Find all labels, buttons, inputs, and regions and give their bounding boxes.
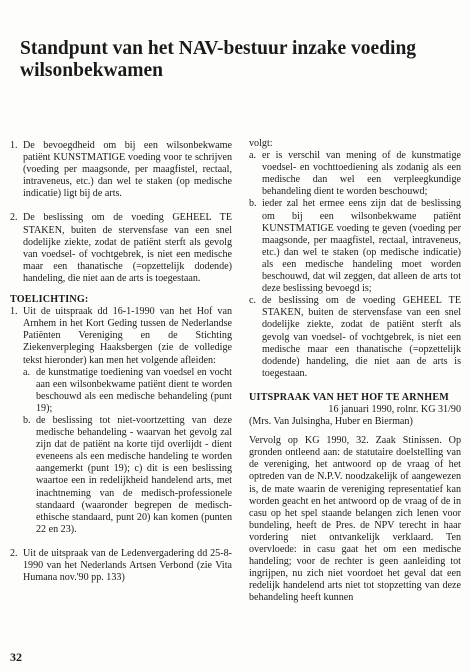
item-number: 1.: [10, 306, 18, 318]
item-text: Uit de uitspraak van de Ledenvergadering dd 25-8-1990 van het Nederlands Artsen Verbond (zie Vita Humana nov.'90 pp. 133): [23, 547, 232, 584]
sub-text: de kunstmatige toediening van voedsel en vocht aan een wilsonbekwame patiënt dient te worden beschouwd als een medische behandeling (punt 19);: [36, 366, 232, 414]
sub-letter: a.: [249, 150, 257, 162]
item-text: De bevoegdheid om bij een wilsonbekwame patiënt KUNSTMATIGE voeding voor te schrijven (voeding per maagsonde, per maagfistel, rectaal, intraveneus, etc.) dan wel te staken (op medische indicatie) ligt bij de arts.: [23, 140, 232, 200]
sub-text: er is verschil van mening of de kunstmatige voedsel- en vochttoediening als zodanig als een medische dan wel een verpleegkundige behandeling dient te worden beschouwd;: [262, 150, 461, 198]
section-heading: TOELICHTING:: [10, 294, 89, 306]
item-text: De beslissing om de voeding GEHEEL TE STAKEN, buiten de stervensfase van een snel dodelijke ziekte, zodat de patiënt sterft als gevolg van voedsel- of vochtgebrek, is niet een medische maar een thanatische (=opzettelijk dodende) handeling, die niet aan de arts is toegestaan.: [23, 212, 232, 284]
ruling-date: 16 januari 1990, rolnr. KG 31/90: [328, 403, 461, 415]
sub-text: ieder zal het ermee eens zijn dat de beslissing om bij een wilsonbekwame patiënt KUNSTMATIGE voeding te geven (voeding per maagsonde, per maagfistel, rectaal, intraveneus, etc.) dan wel te staken (op medische indicatie) als een medische handeling moet worden beschouwd, dat wil zeggen, dat alleen de arts tot deze beslissing bevoegd is;: [262, 198, 461, 295]
position-item-2: [10, 212, 232, 285]
item-number: 2.: [10, 212, 18, 224]
ruling-body: Vervolg op KG 1990, 32. Zaak Stinissen. Op gronden ontleend aan: de statutaire doelstelling van de vereniging, het antwoord op de vraag of het optreden van de N.P.V. noodzakelijk of aangewezen is, de mate waarin de vereniging representatief kan worden geacht en het antwoord op de vraag of de in casu op het spel staande belangen zich lenen voor bundeling, heeft de Pres. de NPV terecht in haar vordering niet ontvankelijk verklaard. Ten overvloede: in casu gaat het om een medische handeling; voor de rechter is geen aanleiding tot ingrijpen, nu zich niet voordoet het geval dat een redelijk handelend arts niet tot stopzetting van deze behandeling heeft kunnen: [249, 435, 461, 604]
right-column: [249, 138, 461, 604]
sub-item-a: [23, 367, 232, 415]
note-item-1: [10, 306, 232, 536]
sub-item-a: [249, 150, 461, 198]
continuation-intro: volgt:: [249, 138, 273, 149]
article-title: Standpunt van het NAV-bestuur inzake voeding wilsonbekwamen: [20, 38, 417, 81]
item-number: 2.: [10, 547, 18, 559]
sub-item-c: [249, 295, 461, 380]
item-text: Uit de uitspraak dd 16-1-1990 van het Hof van Arnhem in het Kort Geding tussen de Nederlandse Patiënten Vereniging en de Stichting Ziekenverpleging Haaksbergen (zie de volledige tekst hieronder) kan men het volgende afleiden:: [23, 306, 232, 366]
sub-text: de beslissing om de voeding GEHEEL TE STAKEN, buiten de stervensfase van een snel dodelijke ziekte, zodat de patiënt sterft als gevolg van voedsel- of vochtgebrek, is niet een medische maar een thanatische (=opzettelijk dodende) handeling, die niet aan de arts is toegestaan.: [262, 295, 461, 379]
left-column: [10, 140, 232, 584]
ruling-judges: (Mrs. Van Julsingha, Huber en Bierman): [249, 416, 413, 428]
sub-letter: b.: [249, 198, 257, 210]
position-item-1: [10, 140, 232, 200]
sub-letter: c.: [249, 295, 257, 307]
item-number: 1.: [10, 140, 18, 151]
note-item-2: [10, 548, 232, 584]
sub-letter: a.: [23, 366, 31, 378]
ruling-heading: UITSPRAAK VAN HET HOF TE ARNHEM: [249, 391, 449, 403]
sub-text: de beslissing tot niet-voortzetting van deze medische behandeling - waarvan het gevolg zal zijn dat de patiënt na korte tijd overlijdt - dient eveneens als een medische handeling te worden aangemerkt (punt 19); c) dit is een beslissing waartoe een in redelijkheid handelend arts, met inachtneming van de medisch-professionele standaard (waaronder begrepen de medisch-ethische standaard, punt 20) kan komen (punten 22 en 23).: [36, 414, 232, 535]
sub-item-b: [23, 415, 232, 536]
page-number: 32: [10, 650, 22, 664]
sub-item-b: [249, 198, 461, 295]
sub-letter: b.: [23, 414, 31, 426]
